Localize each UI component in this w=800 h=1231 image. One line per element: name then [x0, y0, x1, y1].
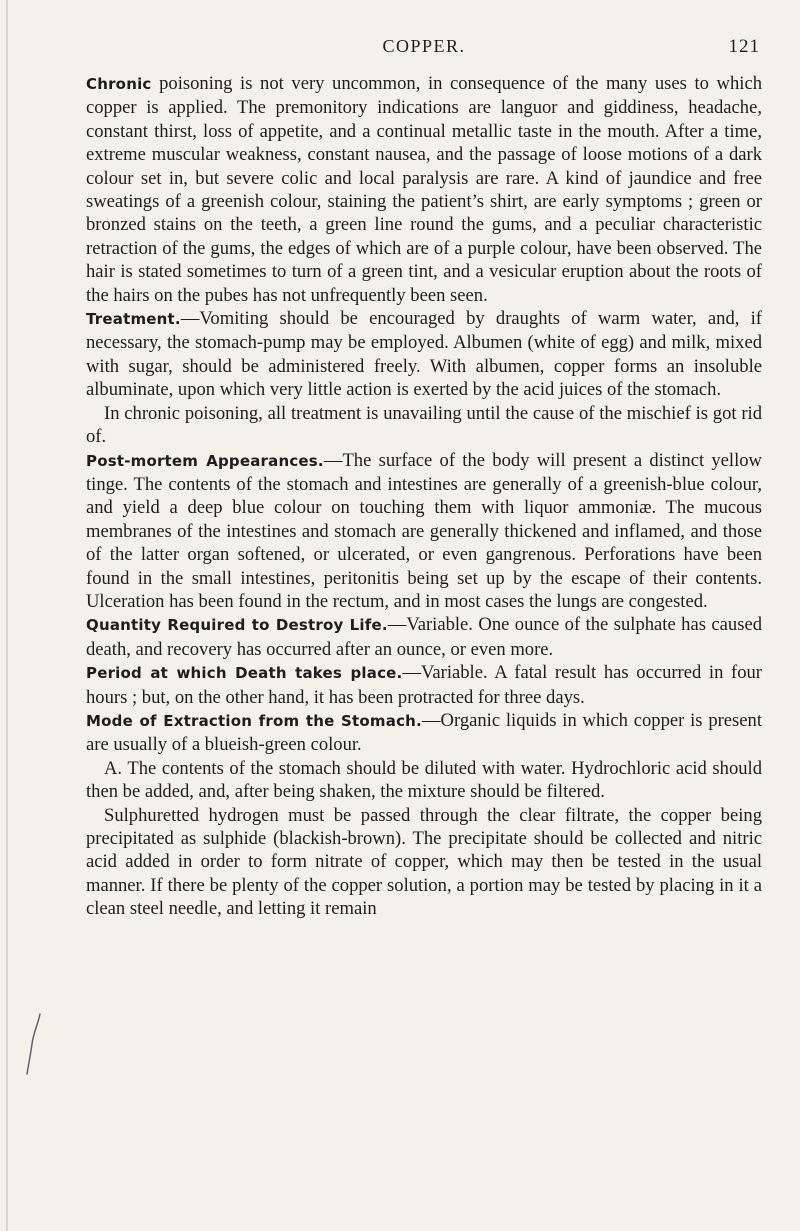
paragraph-lead: Mode of Extraction from the Stomach. [86, 711, 422, 730]
page-number: 121 [728, 36, 760, 57]
paragraph-chronic-treatment [86, 402, 762, 449]
running-head: COPPER. [382, 36, 466, 56]
pencil-margin-mark [24, 1012, 44, 1082]
paragraph-text: —Variable. One ounce of the sulphate has caused death, and recovery has occurred after an ounce, or even more. [86, 614, 762, 660]
paragraph-lead: Treatment. [86, 310, 181, 329]
paragraph-text: —The surface of the body will present a distinct yellow tinge. The contents of the stomach and intestines are generally of a greenish-blue colour, and yield a deep blue colour on touching them with liquor ammoniæ. The mucous membranes of the intestines and stomach are generally thickened and inflamed, and those of the latter organ softened, or ulcerated, or even gangrenous. Perforations have been found in the small intestines, peritonitis being set up by the escape of their contents. Ulceration has been found in the rectum, and in most cases the lungs are congested. [86, 449, 762, 612]
paragraph-period [86, 661, 762, 709]
paragraph-text: poisoning is not very uncommon, in consequence of the many uses to which copper is applied. The premonitory indications are languor and giddiness, headache, constant thirst, loss of appetite, and a continual metallic taste in the mouth. After a time, extreme muscular weakness, constant nausea, and the passage of loose motions of a dark colour set in, but severe colic and local paralysis are rare. A kind of jaundice and free sweatings of a greenish colour, staining the patient’s shirt, are early symptoms ; green or bronzed stains on the teeth, a green line round the gums, and a peculiar characteristic retraction of the gums, the edges of which are of a purple colour, have been observed. The hair is stated sometimes to turn of a green tint, and a vesicular eruption about the roots of the hairs on the pubes has not unfrequently been seen. [86, 73, 762, 306]
page-gutter-edge [6, 0, 8, 1231]
paragraph-mode-of-extraction [86, 709, 762, 757]
page-header [88, 36, 760, 62]
paragraph-sulphuretted-hydrogen [86, 804, 762, 921]
paragraph-post-mortem [86, 449, 762, 614]
paragraph-lead: Period at which Death takes place. [86, 664, 403, 683]
paragraph-text: In chronic poisoning, all treatment is unavailing until the cause of the mischief is got rid of. [86, 402, 762, 448]
paragraph-chronic-poisoning [86, 72, 762, 307]
paragraph-text: —Vomiting should be encouraged by draughts of warm water, and, if necessary, the stomach-pump may be employed. Albumen (white of egg) and milk, mixed with sugar, should be administered freely. With albumen, copper forms an insoluble albuminate, upon which very little action is exerted by the acid juices of the stomach. [86, 308, 762, 401]
paragraph-lead: Quantity Required to Destroy Life. [86, 616, 388, 635]
body-text [86, 72, 762, 921]
paragraph-quantity [86, 613, 762, 661]
paragraph-text: Sulphuretted hydrogen must be passed through the clear filtrate, the copper being precipitated as sulphide (blackish-brown). The precipitate should be collected and nitric acid added in order to form nitrate of copper, which may then be tested in the usual manner. If there be plenty of the copper solution, a portion may be tested by placing in it a clean steel needle, and letting it remain [86, 804, 762, 920]
paragraph-step-a [86, 757, 762, 804]
paragraph-text: A. The contents of the stomach should be diluted with water. Hydrochloric acid should then be added, and, after being shaken, the mixture should be filtered. [86, 757, 762, 803]
paragraph-lead: Post-mortem Appearances. [86, 451, 324, 470]
paragraph-lead: Chronic [86, 75, 152, 93]
paragraph-text: —Variable. A fatal result has occurred in four hours ; but, on the other hand, it has been protracted for three days. [86, 662, 762, 708]
paragraph-text: —Organic liquids in which copper is present are usually of a blueish-green colour. [86, 709, 763, 756]
paragraph-treatment [86, 307, 762, 402]
